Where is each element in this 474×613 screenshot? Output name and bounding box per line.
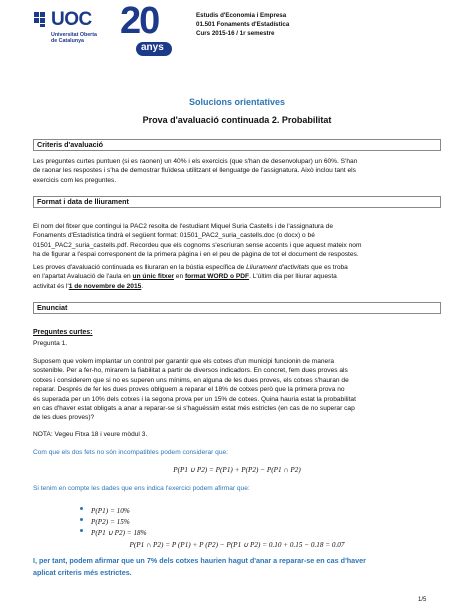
- text-line: reparar. Després de fer les dues proves obliguem a reparar el 18% de cotxes però que la primera prova no: [33, 386, 345, 394]
- format-paragraph-2: [33, 263, 443, 291]
- text-line: cotxes i considerem que si no es superen uns mínims, en alguna de les dues proves, els cotxes s'hauran de: [33, 376, 349, 384]
- question-1-body: [33, 357, 443, 423]
- bullet-text: P(P1 ∪ P2) = 18%: [91, 529, 147, 537]
- text-line: de les dues proves)?: [33, 414, 95, 422]
- text-line: ha de figurar a l'espai corresponent de la primera pàgina i en el peu de pàgina de tot el document de respostes.: [33, 251, 359, 259]
- uoc-logo-mark: [34, 12, 50, 28]
- formula-union: P(P1 ∪ P2) = P(P1) + P(P2) − P(P1 ∩ P2): [173, 466, 301, 474]
- conclusion: [33, 555, 443, 579]
- text-line: 01501_PAC2_suria_castells.pdf. Recordeu que els cognoms s'escriuran sense accents i que aquest mateix nom: [33, 241, 362, 249]
- bullet-text: P(P1) = 10%: [91, 507, 130, 515]
- text-line: Fonaments d'Estadística tindrà el següent format: 01501_PAC2_suria_castells.doc (o docx) o bé: [33, 232, 315, 240]
- text-span: activitat és l': [33, 282, 69, 290]
- solution-data-intro: Si tenim en compte les dades que ens indica l'exercici podem afirmar que:: [33, 485, 250, 492]
- question-1-label: Pregunta 1.: [33, 340, 68, 347]
- text-span: en: [173, 273, 185, 281]
- text-line: [33, 263, 443, 272]
- solution-intro: Com que els dos fets no són incompatibles podem considerar que:: [33, 449, 228, 456]
- short-questions-heading: [33, 321, 93, 339]
- bullet-icon: [80, 507, 83, 510]
- text-line: en cas d'haver estat obligats a anar a reparar-se si s'haguéssim estat més estrictes (en cas de no superar cap: [33, 405, 355, 413]
- criteris-text: [33, 157, 443, 185]
- section-heading-format: Format i data de lliurament: [33, 196, 441, 208]
- text-line: El nom del fitxer que contingui la PAC2 resolta de l'estudiant Miquel Suria Castells i de l'assignatura de: [33, 223, 334, 230]
- bullet-icon: [80, 518, 83, 521]
- page-number: 1/5: [418, 597, 427, 603]
- text-line: Suposem que volem implantar un control per garantir que els cotxes d'un municipi funcionin de manera: [33, 358, 335, 365]
- text-span-italic: Lliurament d'activitats: [246, 264, 310, 271]
- text-span: .: [141, 282, 144, 290]
- page-title: Solucions orientatives: [188, 97, 286, 107]
- uoc-logo: [34, 11, 116, 51]
- page-subtitle: Prova d'avaluació continuada 2. Probabilitat: [142, 115, 332, 125]
- section-heading-criteris: Criteris d'avaluació: [33, 139, 441, 151]
- bullet-list: [80, 500, 147, 537]
- text-span: Les proves d'avaluació continuada es lliuraran en la bústia específica de: [33, 264, 247, 271]
- header-info: [196, 11, 396, 38]
- text-line: de raonar les respostes i s'ha de demostrar fluïdesa utilitzant el llenguatge de l'assignatura. Això inclou tant els: [33, 167, 356, 175]
- bullet-text: P(P2) = 15%: [91, 518, 130, 526]
- bullet-icon: [80, 529, 83, 532]
- text-span-bold-underline: format WORD o PDF: [184, 273, 250, 281]
- formula-intersection: P(P1 ∩ P2) = P (P1) + P (P2) − P(P1 ∪ P2) = 0.10 + 0.15 − 0.18 = 0.07: [129, 541, 345, 549]
- text-span: . L'últim dia per lliurar aquesta: [249, 273, 337, 281]
- text-line: sostenible. Per a fer-ho, mirarem la fiabilitat a partir de diversos indicadors. En concret, fem dues proves als: [33, 367, 348, 375]
- text-span-bold-underline: 1 de novembre de 2015: [68, 282, 142, 290]
- text-line: és superada per un 10% dels cotxes i la segona prova per un 15% de cotxes. Quina hauria estat la probabilitat: [33, 395, 356, 403]
- text-line: Les preguntes curtes puntuen (si es raonen) un 40% i els exercicis (que s'han de desenvolupar) un 60%. S'han: [33, 158, 358, 165]
- anniversary-word: anys: [141, 42, 164, 53]
- header-line-2: 01.501 Fonaments d'Estadística: [196, 21, 290, 28]
- text-span: en l'apartat Avaluació de l'aula en: [33, 273, 133, 281]
- note: NOTA: Vegeu Fitxa 18 i veure mòdul 3.: [33, 431, 148, 438]
- format-paragraph-1: [33, 222, 443, 260]
- text-line: aplicat criteris més estrictes.: [33, 568, 132, 577]
- uoc-logo-uni-line1: Universitat Oberta: [51, 32, 97, 38]
- list-item: [80, 500, 147, 515]
- text-line: [33, 272, 443, 281]
- list-item: [80, 511, 147, 526]
- header-line-1: Estudis d'Economia i Empresa: [196, 12, 287, 19]
- anniversary-number: 20: [120, 0, 159, 42]
- uoc-logo-uni-line2: de Catalunya: [51, 38, 84, 44]
- header-line-3: Curs 2015-16 / 1r semestre: [196, 30, 275, 37]
- text-span: que es troba: [309, 264, 348, 271]
- anniversary-logo: [120, 0, 180, 59]
- uoc-logo-text: UOC: [51, 9, 92, 30]
- section-heading-enunciat: Enunciat: [33, 302, 441, 314]
- list-item: [80, 522, 147, 537]
- text-line: [33, 282, 443, 291]
- text-span-bold-underline: un únic fitxer: [132, 273, 174, 281]
- text-line: exercicis com les preguntes.: [33, 176, 117, 184]
- short-questions-label: Preguntes curtes:: [33, 329, 93, 336]
- text-line: I, per tant, podem afirmar que un 7% dels cotxes haurien hagut d'anar a reparar-se en cas d'haver: [33, 556, 366, 565]
